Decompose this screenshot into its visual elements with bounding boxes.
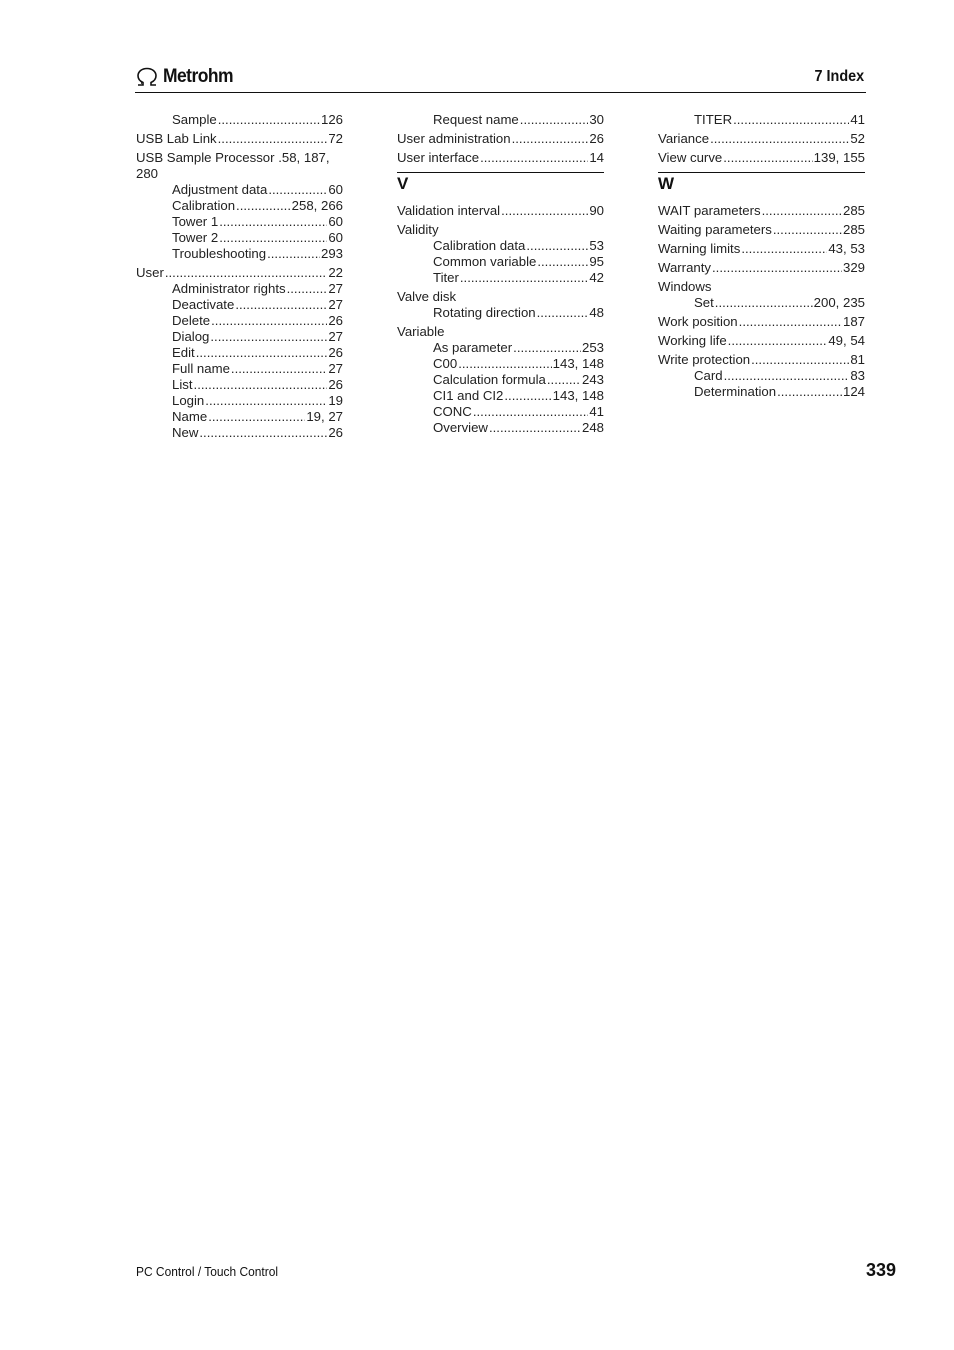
- leader-dots: .: [274, 150, 282, 165]
- index-entry-pages: 187: [842, 314, 865, 329]
- index-entry: [136, 112, 343, 128]
- section-title: 7 Index: [814, 68, 864, 85]
- index-entry: [397, 404, 604, 420]
- index-entry-term: Delete: [172, 313, 211, 328]
- index-entry-pages: 60: [328, 230, 343, 245]
- leader-dots: [739, 314, 842, 330]
- index-entry-pages: 124: [842, 384, 865, 399]
- leader-dots: [537, 305, 589, 321]
- index-entry-pages: 139, 155: [813, 150, 865, 165]
- index-entry: [658, 150, 865, 166]
- index-entry-term: Determination: [694, 384, 777, 399]
- index-entry-term: Overview: [433, 420, 488, 435]
- leader-dots: [208, 409, 305, 425]
- leader-dots: [196, 345, 328, 361]
- index-entry-pages: 26: [589, 131, 604, 146]
- index-entry-pages: 72: [328, 131, 343, 146]
- index-entry-pages: 26: [328, 345, 343, 360]
- index-entry-term: Calibration data: [433, 238, 526, 253]
- index-entry-term: Administrator rights: [172, 281, 286, 296]
- index-entry-pages: 243: [581, 372, 604, 387]
- index-entry: [397, 222, 604, 238]
- index-entry-pages: 19, 27: [306, 409, 343, 424]
- index-entry: [397, 203, 604, 219]
- leader-dots: [504, 388, 551, 404]
- index-entry: [136, 313, 343, 329]
- leader-dots: [715, 295, 813, 311]
- brand-name: Metrohm: [163, 66, 233, 87]
- leader-dots: [712, 260, 842, 276]
- index-entry: [136, 345, 343, 361]
- leader-dots: [751, 352, 849, 368]
- index-entry-pages: 60: [328, 214, 343, 229]
- page-header: [135, 64, 866, 93]
- leader-dots: [733, 112, 849, 128]
- index-entry-pages: 143, 148: [552, 388, 604, 403]
- index-entry-term: Full name: [172, 361, 230, 376]
- index-entry: [397, 388, 604, 404]
- index-entry-pages: 126: [320, 112, 343, 127]
- index-entry: [136, 246, 343, 262]
- index-entry-term: Waiting parameters: [658, 222, 772, 237]
- index-entry-pages: 22: [328, 265, 343, 280]
- leader-dots: [268, 182, 327, 198]
- index-entry: [136, 131, 343, 147]
- index-entry: [397, 289, 604, 305]
- index-entry: [136, 393, 343, 409]
- leader-dots: [165, 265, 327, 281]
- index-entry-term: Login: [172, 393, 205, 408]
- index-entry-term: Card: [694, 368, 723, 383]
- index-entry-term: USB Lab Link: [136, 131, 217, 146]
- index-entry-pages: 58, 187, 280: [136, 150, 330, 181]
- index-column-2: [397, 112, 604, 436]
- leader-dots: [218, 112, 320, 128]
- index-entry-term: User administration: [397, 131, 511, 146]
- index-entry-term: Edit: [172, 345, 195, 360]
- leader-dots: [547, 372, 581, 388]
- index-entry-pages: 248: [581, 420, 604, 435]
- index-entry-term: Variable: [397, 324, 445, 339]
- leader-dots: [724, 368, 850, 384]
- leader-dots: [501, 203, 588, 219]
- index-entry: [136, 182, 343, 198]
- leader-dots: [526, 238, 588, 254]
- index-entry-term: CONC: [433, 404, 472, 419]
- index-entry-pages: 95: [589, 254, 604, 269]
- index-entry-pages: 27: [328, 361, 343, 376]
- index-entry-pages: 48: [589, 305, 604, 320]
- index-entry: [136, 297, 343, 313]
- index-entry-term: Calculation formula: [433, 372, 546, 387]
- index-entry: [658, 279, 865, 295]
- index-entry-pages: 60: [328, 182, 343, 197]
- index-entry-pages: 53: [589, 238, 604, 253]
- index-entry-pages: 200, 235: [813, 295, 865, 310]
- leader-dots: [236, 198, 291, 214]
- index-entry: [658, 131, 865, 147]
- index-entry: [397, 340, 604, 356]
- index-entry-term: Name: [172, 409, 208, 424]
- leader-dots: [520, 112, 589, 128]
- index-entry-pages: 293: [320, 246, 343, 261]
- index-entry-pages: 52: [850, 131, 865, 146]
- index-entry-term: Calibration: [172, 198, 236, 213]
- index-entry: [658, 368, 865, 384]
- index-entry-pages: 41: [589, 404, 604, 419]
- index-entry-term: As parameter: [433, 340, 513, 355]
- index-entry-term: Validation interval: [397, 203, 501, 218]
- page-number: 339: [865, 1260, 896, 1280]
- index-entry-term: Work position: [658, 314, 738, 329]
- index-entry: [136, 281, 343, 297]
- index-entry: [136, 377, 343, 393]
- omega-logo-icon: [135, 67, 159, 87]
- index-entry-pages: 19: [328, 393, 343, 408]
- index-entry-pages: 26: [328, 313, 343, 328]
- leader-dots: [205, 393, 327, 409]
- index-column-3: [658, 112, 865, 400]
- index-entry-term: Validity: [397, 222, 439, 237]
- index-entry-pages: 14: [589, 150, 604, 165]
- index-entry-term: Common variable: [433, 254, 537, 269]
- index-entry: [397, 420, 604, 436]
- index-entry: [658, 260, 865, 276]
- index-entry-term: Titer: [433, 270, 459, 285]
- index-entry: [658, 295, 865, 311]
- index-entry-term: WAIT parameters: [658, 203, 761, 218]
- index-entry-pages: 43, 53: [828, 241, 865, 256]
- index-entry: [658, 333, 865, 349]
- index-entry-term: Warning limits: [658, 241, 741, 256]
- index-entry-pages: 258, 266: [291, 198, 343, 213]
- index-entry-term: Troubleshooting: [172, 246, 267, 261]
- index-entry-term: Set: [694, 295, 714, 310]
- index-entry-pages: 90: [589, 203, 604, 218]
- index-entry: [658, 112, 865, 128]
- index-entry: [136, 198, 343, 214]
- footer-product: PC Control / Touch Control: [136, 1264, 279, 1279]
- leader-dots: [211, 313, 327, 329]
- leader-dots: [512, 131, 589, 147]
- index-letter-heading: V: [397, 172, 604, 194]
- index-entry-term: Rotating direction: [433, 305, 536, 320]
- index-entry: [397, 372, 604, 388]
- index-entry-term: Working life: [658, 333, 727, 348]
- index-entry-pages: 42: [589, 270, 604, 285]
- index-entry: [136, 329, 343, 345]
- leader-dots: [219, 214, 327, 230]
- index-entry-term: Windows: [658, 279, 712, 294]
- index-entry: [658, 241, 865, 257]
- index-entry: [397, 254, 604, 270]
- leader-dots: [460, 270, 588, 286]
- index-entry-term: View curve: [658, 150, 723, 165]
- index-entry-pages: 285: [842, 222, 865, 237]
- index-entry-term: C00: [433, 356, 458, 371]
- index-entry: [397, 356, 604, 372]
- leader-dots: [219, 230, 327, 246]
- index-column-1: [136, 112, 343, 441]
- index-entry-term: Dialog: [172, 329, 210, 344]
- index-entry: [397, 305, 604, 321]
- leader-dots: [773, 222, 842, 238]
- index-entry-term: CI1 and CI2: [433, 388, 504, 403]
- index-entry: [397, 270, 604, 286]
- index-entry-term: Tower 2: [172, 230, 219, 245]
- leader-dots: [218, 131, 328, 147]
- index-entry: [136, 230, 343, 246]
- index-entry: [136, 265, 343, 281]
- index-entry: [136, 409, 343, 425]
- index-entry-pages: 329: [842, 260, 865, 275]
- index-entry-pages: 81: [850, 352, 865, 367]
- index-entry: [136, 361, 343, 377]
- leader-dots: [741, 241, 827, 257]
- leader-dots: [777, 384, 842, 400]
- leader-dots: [762, 203, 842, 219]
- index-entry: [136, 214, 343, 230]
- index-entry-pages: 285: [842, 203, 865, 218]
- index-entry-term: TITER: [694, 112, 733, 127]
- index-entry-term: Adjustment data: [172, 182, 268, 197]
- index-entry: [658, 352, 865, 368]
- leader-dots: [473, 404, 588, 420]
- index-entry-pages: 27: [328, 297, 343, 312]
- index-entry-term: User: [136, 265, 164, 280]
- index-entry: [658, 384, 865, 400]
- leader-dots: [194, 377, 328, 393]
- leader-dots: [231, 361, 327, 377]
- leader-dots: [723, 150, 812, 166]
- leader-dots: [710, 131, 849, 147]
- leader-dots: [235, 297, 327, 313]
- index-entry-pages: 27: [328, 281, 343, 296]
- index-entry: [397, 131, 604, 147]
- index-entry-term: Request name: [433, 112, 519, 127]
- index-entry-pages: 253: [581, 340, 604, 355]
- index-entry: [658, 314, 865, 330]
- index-entry: [136, 425, 343, 441]
- index-entry-pages: 143, 148: [552, 356, 604, 371]
- index-entry-term: Sample: [172, 112, 217, 127]
- index-entry: [397, 150, 604, 166]
- index-entry: [397, 324, 604, 340]
- leader-dots: [199, 425, 327, 441]
- index-entry-term: User interface: [397, 150, 480, 165]
- index-letter-heading: W: [658, 172, 865, 194]
- index-entry: [658, 222, 865, 238]
- leader-dots: [489, 420, 581, 436]
- index-entry: [136, 150, 343, 182]
- index-entry: [397, 112, 604, 128]
- index-entry-pages: 30: [589, 112, 604, 127]
- index-entry-term: Valve disk: [397, 289, 457, 304]
- index-entry-pages: 49, 54: [828, 333, 865, 348]
- leader-dots: [537, 254, 588, 270]
- leader-dots: [728, 333, 828, 349]
- index-entry: [658, 203, 865, 219]
- index-entry-term: Warranty: [658, 260, 712, 275]
- index-entry-pages: 41: [850, 112, 865, 127]
- index-entry-term: Tower 1: [172, 214, 219, 229]
- index-entry-term: Deactivate: [172, 297, 235, 312]
- index-entry: [397, 238, 604, 254]
- index-entry-term: Write protection: [658, 352, 751, 367]
- index-entry-term: New: [172, 425, 199, 440]
- index-entry-pages: 26: [328, 425, 343, 440]
- brand-logo: [135, 64, 239, 90]
- leader-dots: [267, 246, 320, 262]
- index-entry-term: List: [172, 377, 193, 392]
- index-entry-pages: 26: [328, 377, 343, 392]
- leader-dots: [513, 340, 581, 356]
- leader-dots: [210, 329, 327, 345]
- index-entry-pages: 27: [328, 329, 343, 344]
- index-entry-term: Variance: [658, 131, 710, 146]
- leader-dots: [458, 356, 551, 372]
- index-entry-pages: 83: [850, 368, 865, 383]
- index-entry-term: USB Sample Processor: [136, 150, 275, 165]
- leader-dots: [287, 281, 328, 297]
- leader-dots: [480, 150, 588, 166]
